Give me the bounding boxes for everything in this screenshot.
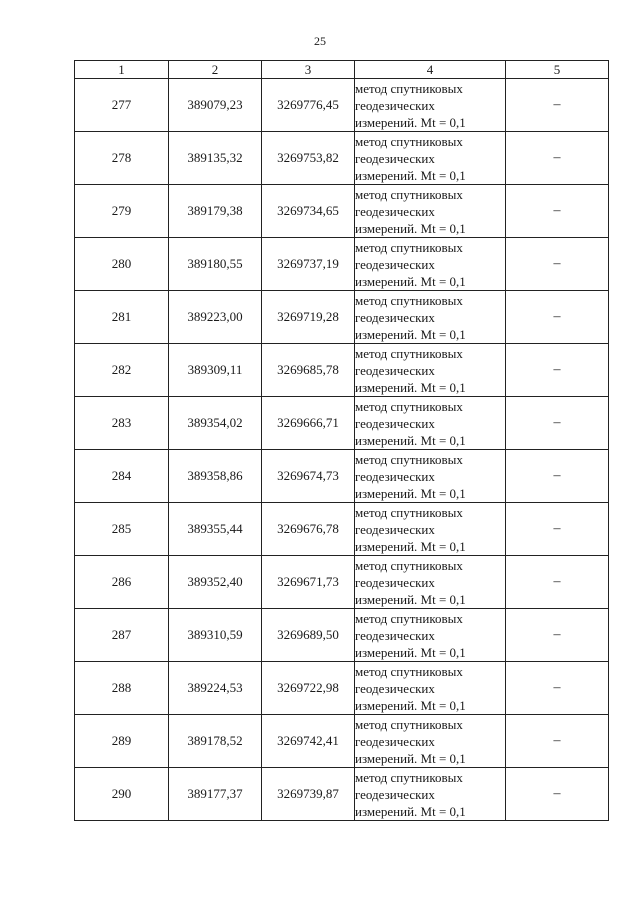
column-header: 5	[506, 61, 609, 79]
note-cell: –	[506, 344, 609, 397]
x-coordinate-cell: 389310,59	[169, 609, 262, 662]
method-line: геодезических	[355, 97, 435, 113]
y-coordinate-cell: 3269676,78	[262, 503, 355, 556]
x-coordinate-cell: 389179,38	[169, 185, 262, 238]
method-cell	[355, 768, 506, 821]
note-cell: –	[506, 450, 609, 503]
point-number-cell: 282	[75, 344, 169, 397]
method-line: измерений. Mt = 0,1	[355, 432, 466, 448]
x-coordinate-cell: 389223,00	[169, 291, 262, 344]
y-coordinate-cell: 3269734,65	[262, 185, 355, 238]
y-coordinate-cell: 3269689,50	[262, 609, 355, 662]
x-coordinate-cell: 389224,53	[169, 662, 262, 715]
note-cell: –	[506, 238, 609, 291]
y-coordinate-cell: 3269666,71	[262, 397, 355, 450]
table-row	[75, 556, 609, 609]
y-coordinate-cell: 3269674,73	[262, 450, 355, 503]
table-header-row	[75, 61, 609, 79]
method-line: измерений. Mt = 0,1	[355, 538, 466, 554]
method-line: измерений. Mt = 0,1	[355, 167, 466, 183]
x-coordinate-cell: 389178,52	[169, 715, 262, 768]
method-line: метод спутниковых	[355, 716, 463, 732]
method-cell	[355, 609, 506, 662]
table-row	[75, 715, 609, 768]
table-row	[75, 609, 609, 662]
method-line: геодезических	[355, 415, 435, 431]
method-cell	[355, 450, 506, 503]
y-coordinate-cell: 3269722,98	[262, 662, 355, 715]
table-row	[75, 79, 609, 132]
coordinates-table	[74, 60, 609, 821]
note-cell: –	[506, 185, 609, 238]
x-coordinate-cell: 389177,37	[169, 768, 262, 821]
method-line: измерений. Mt = 0,1	[355, 803, 466, 819]
method-line: метод спутниковых	[355, 610, 463, 626]
y-coordinate-cell: 3269737,19	[262, 238, 355, 291]
method-line: геодезических	[355, 680, 435, 696]
x-coordinate-cell: 389079,23	[169, 79, 262, 132]
note-cell: –	[506, 397, 609, 450]
note-cell: –	[506, 715, 609, 768]
method-cell	[355, 662, 506, 715]
point-number-cell: 284	[75, 450, 169, 503]
method-line: метод спутниковых	[355, 451, 463, 467]
table-row	[75, 450, 609, 503]
method-line: измерений. Mt = 0,1	[355, 644, 466, 660]
note-cell: –	[506, 768, 609, 821]
method-line: метод спутниковых	[355, 80, 463, 96]
point-number-cell: 287	[75, 609, 169, 662]
column-header: 1	[75, 61, 169, 79]
method-cell	[355, 238, 506, 291]
x-coordinate-cell: 389358,86	[169, 450, 262, 503]
method-line: геодезических	[355, 256, 435, 272]
method-line: геодезических	[355, 203, 435, 219]
method-line: геодезических	[355, 733, 435, 749]
table-row	[75, 291, 609, 344]
y-coordinate-cell: 3269719,28	[262, 291, 355, 344]
y-coordinate-cell: 3269685,78	[262, 344, 355, 397]
method-cell	[355, 503, 506, 556]
method-cell	[355, 556, 506, 609]
method-line: геодезических	[355, 362, 435, 378]
x-coordinate-cell: 389355,44	[169, 503, 262, 556]
note-cell: –	[506, 79, 609, 132]
method-line: метод спутниковых	[355, 239, 463, 255]
table-body	[75, 79, 609, 821]
column-header: 2	[169, 61, 262, 79]
method-line: геодезических	[355, 627, 435, 643]
point-number-cell: 281	[75, 291, 169, 344]
method-line: измерений. Mt = 0,1	[355, 750, 466, 766]
point-number-cell: 285	[75, 503, 169, 556]
method-line: метод спутниковых	[355, 504, 463, 520]
point-number-cell: 278	[75, 132, 169, 185]
y-coordinate-cell: 3269776,45	[262, 79, 355, 132]
column-header: 4	[355, 61, 506, 79]
point-number-cell: 280	[75, 238, 169, 291]
method-cell	[355, 397, 506, 450]
method-line: геодезических	[355, 521, 435, 537]
point-number-cell: 277	[75, 79, 169, 132]
point-number-cell: 288	[75, 662, 169, 715]
method-line: метод спутниковых	[355, 557, 463, 573]
method-cell	[355, 132, 506, 185]
note-cell: –	[506, 662, 609, 715]
method-line: геодезических	[355, 150, 435, 166]
method-line: измерений. Mt = 0,1	[355, 326, 466, 342]
method-cell	[355, 715, 506, 768]
x-coordinate-cell: 389180,55	[169, 238, 262, 291]
method-cell	[355, 344, 506, 397]
method-line: геодезических	[355, 309, 435, 325]
x-coordinate-cell: 389352,40	[169, 556, 262, 609]
point-number-cell: 286	[75, 556, 169, 609]
y-coordinate-cell: 3269739,87	[262, 768, 355, 821]
method-line: геодезических	[355, 468, 435, 484]
y-coordinate-cell: 3269671,73	[262, 556, 355, 609]
point-number-cell: 290	[75, 768, 169, 821]
method-cell	[355, 79, 506, 132]
x-coordinate-cell: 389135,32	[169, 132, 262, 185]
note-cell: –	[506, 132, 609, 185]
table-row	[75, 662, 609, 715]
method-line: метод спутниковых	[355, 186, 463, 202]
y-coordinate-cell: 3269753,82	[262, 132, 355, 185]
method-line: метод спутниковых	[355, 292, 463, 308]
method-line: измерений. Mt = 0,1	[355, 114, 466, 130]
note-cell: –	[506, 556, 609, 609]
point-number-cell: 279	[75, 185, 169, 238]
method-line: метод спутниковых	[355, 398, 463, 414]
point-number-cell: 283	[75, 397, 169, 450]
table-row	[75, 132, 609, 185]
table-row	[75, 344, 609, 397]
note-cell: –	[506, 291, 609, 344]
table-row	[75, 768, 609, 821]
table-row	[75, 397, 609, 450]
method-line: метод спутниковых	[355, 345, 463, 361]
table-row	[75, 503, 609, 556]
method-line: измерений. Mt = 0,1	[355, 273, 466, 289]
column-header: 3	[262, 61, 355, 79]
method-line: метод спутниковых	[355, 769, 463, 785]
method-line: геодезических	[355, 574, 435, 590]
table-row	[75, 185, 609, 238]
method-line: геодезических	[355, 786, 435, 802]
method-cell	[355, 291, 506, 344]
x-coordinate-cell: 389354,02	[169, 397, 262, 450]
method-line: измерений. Mt = 0,1	[355, 220, 466, 236]
point-number-cell: 289	[75, 715, 169, 768]
method-cell	[355, 185, 506, 238]
table-row	[75, 238, 609, 291]
x-coordinate-cell: 389309,11	[169, 344, 262, 397]
method-line: измерений. Mt = 0,1	[355, 379, 466, 395]
method-line: метод спутниковых	[355, 663, 463, 679]
method-line: измерений. Mt = 0,1	[355, 697, 466, 713]
page-number: 25	[314, 34, 326, 48]
method-line: измерений. Mt = 0,1	[355, 485, 466, 501]
note-cell: –	[506, 503, 609, 556]
method-line: измерений. Mt = 0,1	[355, 591, 466, 607]
y-coordinate-cell: 3269742,41	[262, 715, 355, 768]
note-cell: –	[506, 609, 609, 662]
method-line: метод спутниковых	[355, 133, 463, 149]
